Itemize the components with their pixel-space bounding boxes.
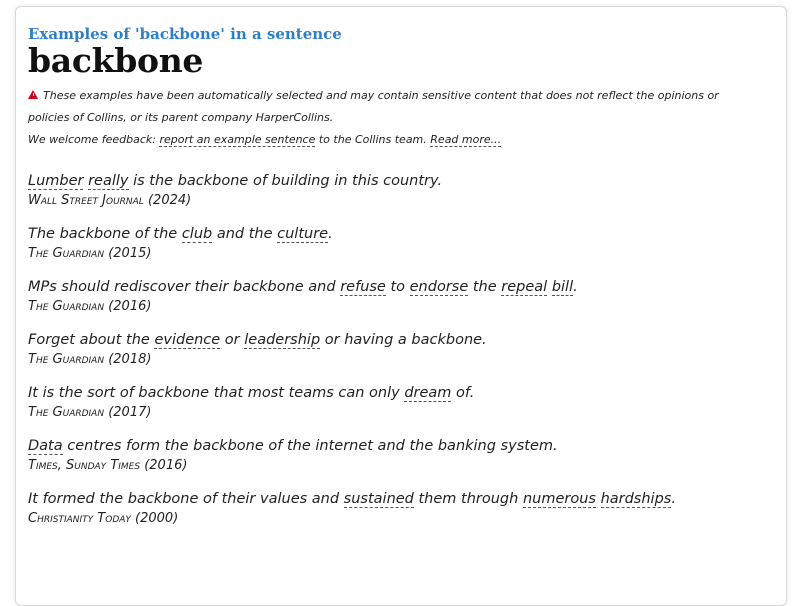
source-name: The Guardian: [28, 405, 105, 420]
example-sentence: [28, 488, 786, 510]
feedback-line: [28, 130, 786, 150]
sentence-text: or: [220, 332, 245, 348]
sentence-text: and the: [212, 226, 278, 242]
example-source: [28, 192, 786, 210]
word-link[interactable]: Lumber: [28, 173, 84, 189]
source-name: The Guardian: [28, 299, 105, 314]
source-year: (2016): [104, 299, 152, 314]
examples-card: [15, 6, 787, 606]
feedback-prefix: We welcome feedback:: [28, 133, 160, 146]
section-eyebrow: Examples of 'backbone' in a sentence: [28, 25, 342, 43]
example-source: [28, 351, 786, 369]
word-link[interactable]: club: [181, 226, 213, 242]
example-item: [28, 170, 786, 210]
example-sentence: [28, 382, 786, 404]
sentence-text: .: [328, 226, 333, 242]
word-link[interactable]: dream: [404, 385, 452, 401]
source-year: (2016): [140, 458, 188, 473]
sentence-text: It formed the backbone of their values and: [28, 491, 344, 507]
sentence-text: [596, 491, 601, 507]
example-sentence: [28, 170, 786, 192]
feedback-middle: to the Collins team.: [315, 133, 431, 146]
example-item: [28, 488, 786, 528]
word-link[interactable]: evidence: [154, 332, 221, 348]
sentence-text: of.: [451, 385, 475, 401]
example-item: [28, 435, 786, 475]
word-link[interactable]: endorse: [409, 279, 469, 295]
sentence-text: them through: [413, 491, 523, 507]
word-link[interactable]: Data: [28, 438, 63, 454]
example-item: [28, 329, 786, 369]
source-name: Christianity Today: [28, 511, 131, 526]
example-source: [28, 510, 786, 528]
sentence-text: or having a backbone.: [320, 332, 487, 348]
word-link[interactable]: numerous: [522, 491, 596, 507]
example-sentence: [28, 223, 786, 245]
source-year: (2015): [104, 246, 152, 261]
sentence-text: .: [573, 279, 578, 295]
headword-title: backbone: [28, 41, 204, 80]
word-link[interactable]: sustained: [343, 491, 414, 507]
source-name: Wall Street Journal: [28, 193, 144, 208]
source-year: (2018): [104, 352, 152, 367]
example-item: [28, 382, 786, 422]
sentence-text: is the backbone of building in this country.: [128, 173, 443, 189]
sentence-text: The backbone of the: [28, 226, 182, 242]
warning-triangle-icon: [28, 90, 38, 99]
example-source: [28, 298, 786, 316]
source-year: (2017): [104, 405, 152, 420]
word-link[interactable]: leadership: [244, 332, 321, 348]
sentence-text: centres form the backbone of the internet and the banking system.: [62, 438, 558, 454]
source-year: (2024): [143, 193, 192, 208]
example-source: [28, 457, 786, 475]
source-name: Times, Sunday Times: [28, 458, 141, 473]
example-item: [28, 223, 786, 263]
example-source: [28, 404, 786, 422]
example-sentence: [28, 435, 786, 457]
word-link[interactable]: refuse: [340, 279, 386, 295]
sentence-text: .: [671, 491, 676, 507]
read-more-link[interactable]: Read more...: [430, 133, 502, 146]
sentence-text: MPs should rediscover their backbone and: [28, 279, 341, 295]
sentence-text: Forget about the: [28, 332, 155, 348]
word-link[interactable]: repeal: [501, 279, 548, 295]
word-link[interactable]: culture: [277, 226, 329, 242]
report-example-link[interactable]: report an example sentence: [159, 133, 316, 146]
sentence-text: the: [468, 279, 502, 295]
word-link[interactable]: really: [88, 173, 129, 189]
example-item: [28, 276, 786, 316]
examples-list: [28, 170, 786, 528]
source-name: The Guardian: [28, 352, 105, 367]
word-link[interactable]: bill: [551, 279, 574, 295]
source-name: The Guardian: [28, 246, 105, 261]
example-source: [28, 245, 786, 263]
example-sentence: [28, 329, 786, 351]
sentence-text: It is the sort of backbone that most teams can only: [28, 385, 405, 401]
word-link[interactable]: hardships: [600, 491, 672, 507]
disclaimer-text: [28, 85, 763, 129]
disclaimer-body: These examples have been automatically selected and may contain sensitive content that does not reflect the opinions or policies of Collins, or its parent company HarperCollins.: [28, 89, 719, 124]
example-sentence: [28, 276, 786, 298]
source-year: (2000): [130, 511, 179, 526]
sentence-text: to: [385, 279, 410, 295]
